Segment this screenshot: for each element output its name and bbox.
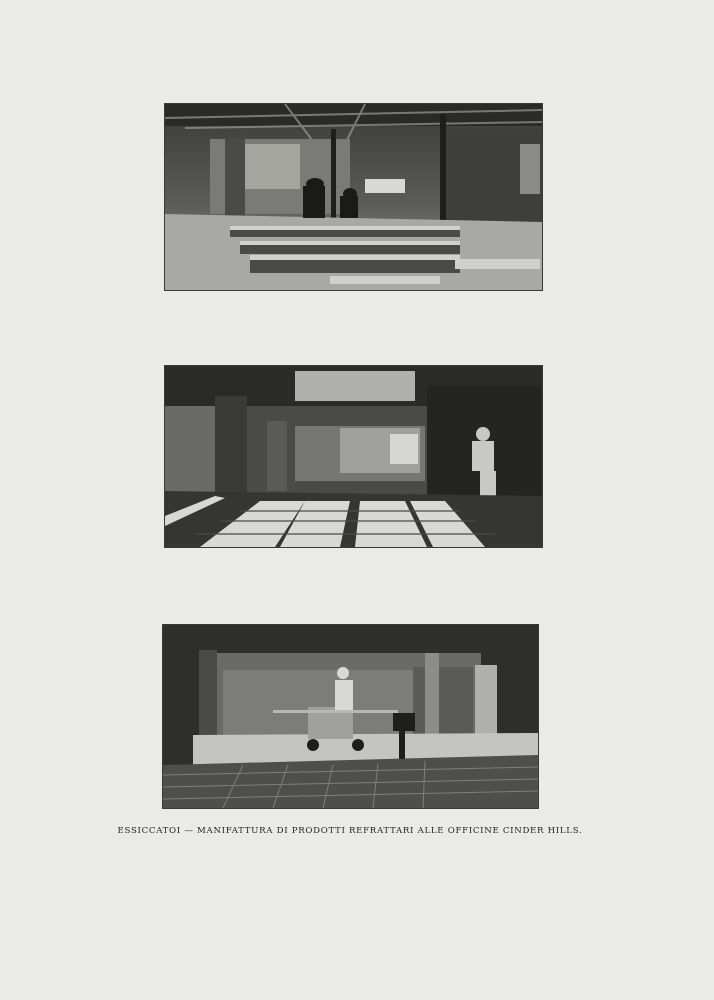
photo-drying-corridor-image	[165, 366, 542, 547]
photo-drying-corridor	[165, 366, 542, 547]
figure-caption: ESSICCATOI — MANIFATTURA DI PRODOTTI REFRATTARI ALLE OFFICINE CINDER HILLS.	[117, 826, 583, 836]
photo-drying-room-workers-image	[165, 104, 542, 290]
photo-kiln-workers-cart-image	[163, 625, 538, 808]
photo-drying-room-workers	[165, 104, 542, 290]
photo-kiln-workers-cart	[163, 625, 538, 808]
